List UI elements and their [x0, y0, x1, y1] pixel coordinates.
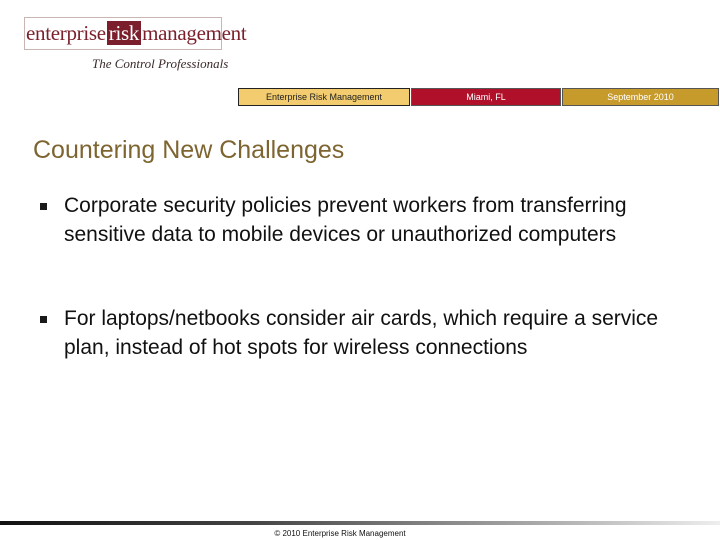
- square-bullet-icon: [40, 316, 47, 323]
- logo-word-enterprise: enterprise: [26, 21, 106, 45]
- header-organization: Enterprise Risk Management: [238, 88, 410, 106]
- logo-tagline: The Control Professionals: [92, 56, 229, 71]
- footer-copyright: © 2010 Enterprise Risk Management: [274, 529, 406, 538]
- logo-wordmark: [26, 18, 246, 48]
- bullet-list: [40, 191, 690, 417]
- header-date: September 2010: [562, 88, 719, 106]
- square-bullet-icon: [40, 203, 47, 210]
- company-logo: [26, 18, 247, 74]
- bullet-item: [40, 304, 690, 362]
- footer-divider: [0, 521, 720, 525]
- bullet-text: For laptops/netbooks consider air cards, which require a service plan, instead of hot spots for wireless connections: [64, 307, 659, 359]
- slide-title: Countering New Challenges: [33, 136, 345, 164]
- bullet-text: Corporate security policies prevent workers from transferring sensitive data to mobile devices or unauthorized computers: [64, 194, 627, 246]
- logo-word-risk: risk: [108, 21, 140, 45]
- logo-word-management: management: [142, 21, 247, 45]
- bullet-item: [40, 191, 690, 249]
- header-location: Miami, FL: [411, 88, 561, 106]
